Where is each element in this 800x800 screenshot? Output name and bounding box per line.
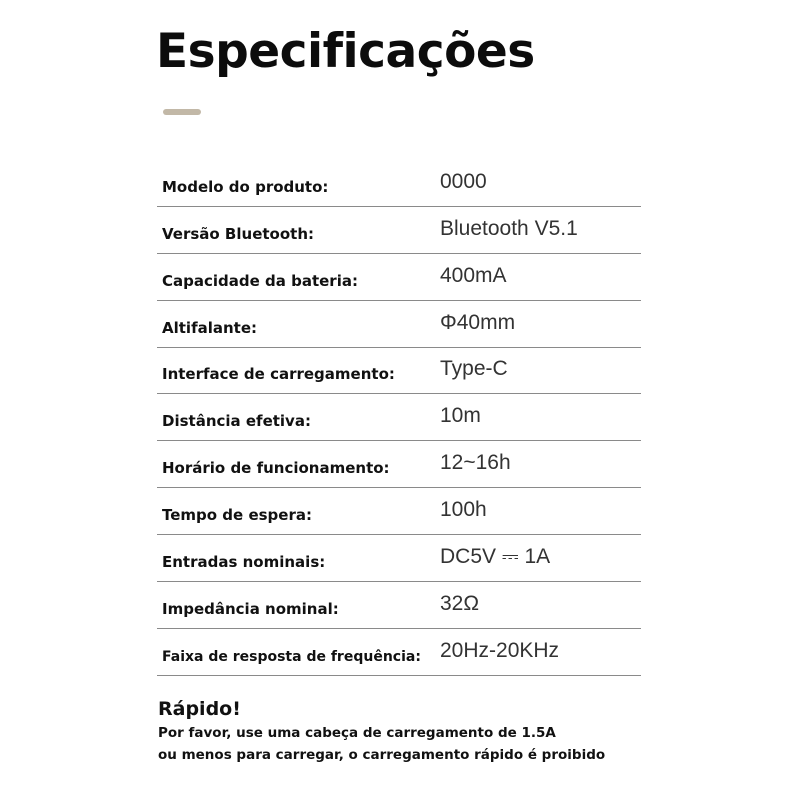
- spec-row-bluetooth: [157, 207, 641, 254]
- spec-row-speaker: [157, 301, 641, 348]
- spec-label: Entradas nominais:: [162, 553, 326, 572]
- spec-value: Bluetooth V5.1: [440, 216, 578, 240]
- spec-value: 0000: [440, 169, 487, 193]
- warning-text-line: Por favor, use uma cabeça de carregamento de 1.5A: [158, 725, 556, 741]
- spec-label: Distância efetiva:: [162, 412, 311, 431]
- spec-value: 32Ω: [440, 591, 480, 615]
- spec-value: 10m: [440, 404, 481, 428]
- spec-row-charging-interface: [157, 348, 641, 395]
- spec-value: 400mA: [440, 263, 507, 287]
- spec-label: Tempo de espera:: [162, 506, 312, 525]
- warning-title: Rápido!: [158, 698, 241, 720]
- spec-row-range: [157, 394, 641, 441]
- spec-value: Type-C: [440, 357, 508, 381]
- spec-label: Versão Bluetooth:: [162, 224, 314, 243]
- spec-value: DC5V ⎓ 1A: [440, 545, 551, 569]
- spec-row-rated-input: [157, 535, 641, 582]
- warning-text-line: ou menos para carregar, o carregamento rápido é proibido: [158, 747, 606, 763]
- spec-label: Capacidade da bateria:: [162, 271, 358, 290]
- spec-label: Altifalante:: [162, 318, 257, 337]
- spec-label: Faixa de resposta de frequência:: [162, 648, 421, 665]
- spec-value: Φ40mm: [440, 310, 516, 334]
- spec-row-frequency-response: [157, 629, 641, 676]
- spec-row-standby: [157, 488, 641, 535]
- spec-row-battery: [157, 254, 641, 301]
- spec-label: Modelo do produto:: [162, 177, 329, 196]
- warning-note: [158, 696, 658, 766]
- spec-label: Impedância nominal:: [162, 599, 339, 618]
- spec-row-working-time: [157, 441, 641, 488]
- spec-label: Horário de funcionamento:: [162, 459, 390, 478]
- spec-row-model: [157, 160, 641, 207]
- spec-value: 20Hz-20KHz: [440, 638, 560, 662]
- title-accent-bar: [163, 109, 201, 115]
- spec-row-impedance: [157, 582, 641, 629]
- spec-value: 12~16h: [440, 451, 511, 475]
- spec-table: [157, 160, 641, 676]
- spec-value: 100h: [440, 498, 487, 522]
- spec-label: Interface de carregamento:: [162, 365, 395, 384]
- page-title: Especificações: [156, 24, 535, 79]
